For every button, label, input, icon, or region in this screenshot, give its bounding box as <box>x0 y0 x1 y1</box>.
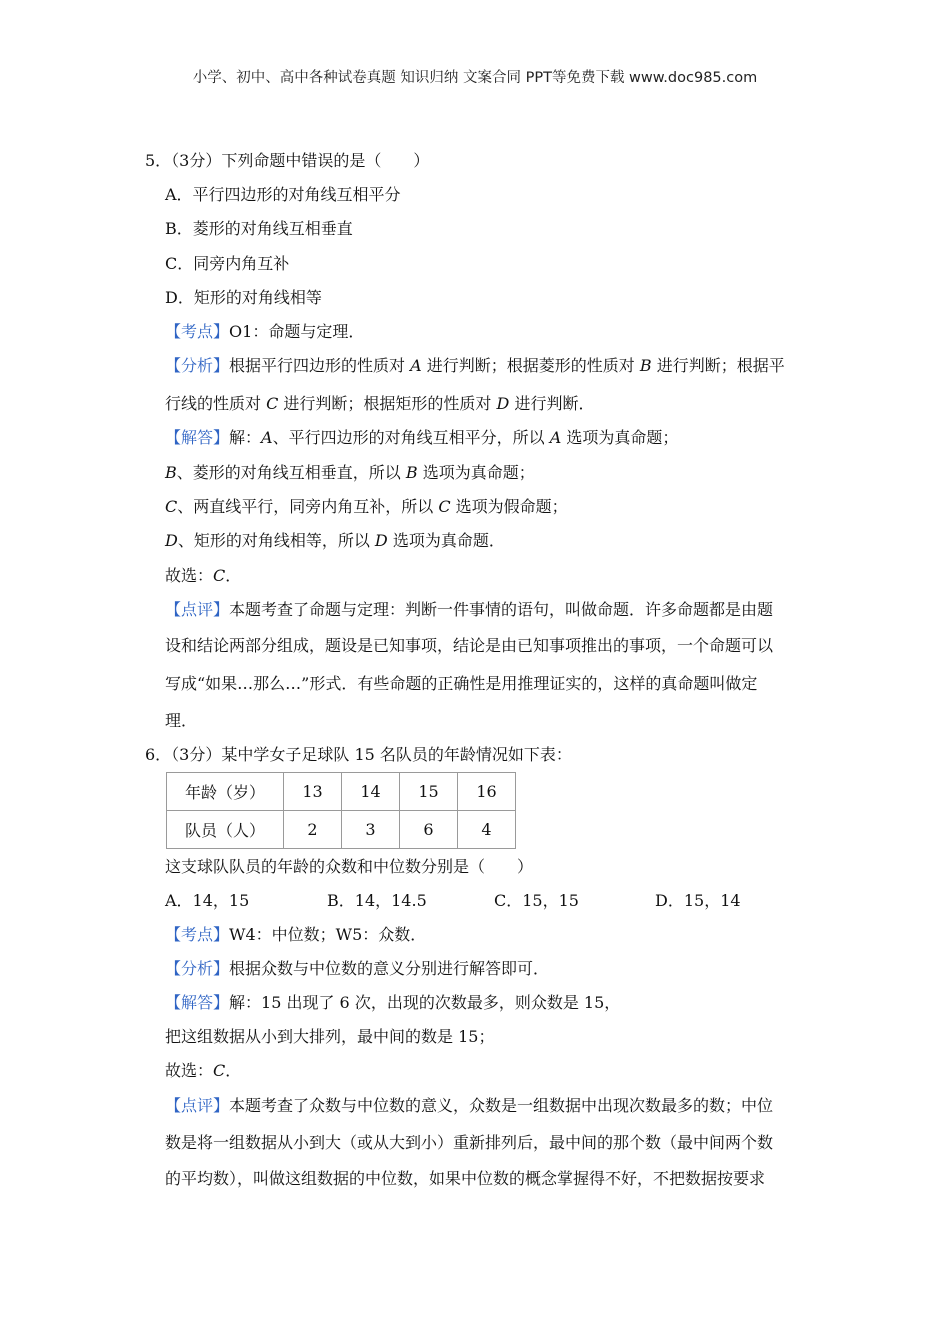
text-span: 选项为真命题； <box>417 463 535 482</box>
text-span: 、矩形的对角线相等，所以 <box>177 531 375 550</box>
table-cell: 3 <box>342 811 400 849</box>
table-cell: 2 <box>284 811 342 849</box>
text-span: 根据平行四边形的性质对 <box>229 356 411 375</box>
q5-jieda-tag: 【解答】 <box>165 428 230 447</box>
text-span: 进行判断；根据菱形的性质对 <box>421 356 640 375</box>
table-cell: 年龄（岁） <box>167 773 284 811</box>
q5-dianping-tag: 【点评】 <box>165 600 230 619</box>
math-var: C <box>266 394 279 413</box>
q6-option-c: C．15，15 <box>494 891 579 910</box>
q6-kaodian <box>165 922 426 945</box>
text-span: 本题考查了命题与定理：判断一件事情的语句，叫做命题．许多命题都是由题 <box>229 600 774 619</box>
q6-option-a: A．14，15 <box>165 891 250 910</box>
q6-fenxi-tag: 【分析】 <box>165 959 230 978</box>
q6-dianping-line2: 数是将一组数据从小到大（或从大到小）重新排列后，最中间的那个数（最中间两个数 <box>165 1133 774 1152</box>
q5-option-b: B．菱形的对角线互相垂直 <box>165 219 353 238</box>
math-var: B <box>165 463 177 482</box>
q6-jieda-tag: 【解答】 <box>165 993 230 1012</box>
text-span: 进行判断． <box>509 394 595 413</box>
q6-jieda-line2: 把这组数据从小到大排列，最中间的数是 15； <box>165 1027 495 1046</box>
math-var: C <box>213 1061 226 1080</box>
math-var: B <box>405 463 418 482</box>
math-var: C <box>438 497 451 516</box>
math-var: A <box>261 428 273 447</box>
q6-question: 这支球队队员的年龄的众数和中位数分别是（ ） <box>165 857 534 876</box>
math-var: D <box>374 531 388 550</box>
text-span: ． <box>225 1061 242 1080</box>
q6-stem: 6．（3分）某中学女子足球队 15 名队员的年龄情况如下表： <box>145 745 572 764</box>
text-span: 进行判断；根据矩形的性质对 <box>278 394 497 413</box>
q5-jieda-line3 <box>165 494 568 517</box>
math-var: A <box>410 356 422 375</box>
math-var: C <box>165 497 178 516</box>
q6-kaodian-tag: 【考点】 <box>165 925 230 944</box>
text-span: 、菱形的对角线互相垂直，所以 <box>176 463 406 482</box>
q5-jieda-line4 <box>165 528 505 551</box>
text-span: 、平行四边形的对角线互相平分，所以 <box>272 428 550 447</box>
text-span: 解： <box>229 428 262 447</box>
table-cell: 4 <box>458 811 516 849</box>
text-span: ． <box>225 566 242 585</box>
table-cell: 14 <box>342 773 400 811</box>
q5-option-d: D．矩形的对角线相等 <box>165 288 322 307</box>
age-table <box>166 772 516 849</box>
q5-stem: 5．（3分）下列命题中错误的是（ ） <box>145 151 430 170</box>
table-row <box>167 811 516 849</box>
q5-fenxi-tag: 【分析】 <box>165 356 230 375</box>
table-cell: 15 <box>400 773 458 811</box>
math-var: D <box>496 394 510 413</box>
q5-dianping-line1 <box>165 597 773 620</box>
q6-option-d: D．15，14 <box>655 891 741 910</box>
table-cell: 13 <box>284 773 342 811</box>
text-span: 进行判断；根据平 <box>651 356 785 375</box>
text-span: 选项为假命题； <box>450 497 568 516</box>
q6-kaodian-text: W4：中位数；W5：众数． <box>229 925 427 944</box>
q5-jieda-line2 <box>165 460 535 483</box>
q5-kaodian-text: O1：命题与定理． <box>229 322 365 341</box>
math-var: C <box>213 566 226 585</box>
text-span: 选项为真命题． <box>387 531 505 550</box>
text-span: 解：15 出现了 6 次，出现的次数最多，则众数是 15， <box>229 993 621 1012</box>
text-span: 故选： <box>165 1061 214 1080</box>
q6-jieda-line1 <box>165 990 620 1013</box>
q5-fenxi-line1 <box>165 353 785 376</box>
text-span: 、两直线平行，同旁内角互补，所以 <box>177 497 439 516</box>
q5-dianping-line3: 写成“如果…那么…”形式．有些命题的正确性是用推理证实的，这样的真命题叫做定 <box>165 674 758 693</box>
q5-kaodian <box>165 319 364 342</box>
q5-dianping-line4: 理． <box>165 711 198 730</box>
q6-answer-choice <box>165 1058 241 1081</box>
text-span: 本题考查了众数与中位数的意义，众数是一组数据中出现次数最多的数；中位 <box>229 1096 774 1115</box>
q5-kaodian-tag: 【考点】 <box>165 322 230 341</box>
q5-fenxi-line2 <box>165 391 594 414</box>
text-span: 选项为真命题； <box>561 428 679 447</box>
table-cell: 队员（人） <box>167 811 284 849</box>
text-span: 行线的性质对 <box>165 394 267 413</box>
q6-option-b: B．14，14.5 <box>327 891 427 910</box>
q5-answer-choice <box>165 563 241 586</box>
q6-dianping-line1 <box>165 1093 773 1116</box>
table-cell: 6 <box>400 811 458 849</box>
q5-dianping-line2: 设和结论两部分组成，题设是已知事项，结论是由已知事项推出的事项，一个命题可以 <box>165 636 774 655</box>
math-var: A <box>549 428 562 447</box>
math-var: D <box>165 531 178 550</box>
page-header: 小学、初中、高中各种试卷真题 知识归纳 文案合同 PPT等免费下载 www.doc985.com <box>192 70 758 86</box>
q5-jieda-line1 <box>165 425 678 448</box>
math-var: B <box>639 356 652 375</box>
q6-fenxi-text: 根据众数与中位数的意义分别进行解答即可． <box>229 959 550 978</box>
q6-dianping-tag: 【点评】 <box>165 1096 230 1115</box>
q5-option-a: A．平行四边形的对角线互相平分 <box>165 185 401 204</box>
q6-fenxi <box>165 956 549 979</box>
q5-option-c: C．同旁内角互补 <box>165 254 290 273</box>
table-row <box>167 773 516 811</box>
text-span: 故选： <box>165 566 214 585</box>
q6-dianping-line3: 的平均数），叫做这组数据的中位数，如果中位数的概念掌握得不好，不把数据按要求 <box>165 1169 766 1188</box>
table-cell: 16 <box>458 773 516 811</box>
